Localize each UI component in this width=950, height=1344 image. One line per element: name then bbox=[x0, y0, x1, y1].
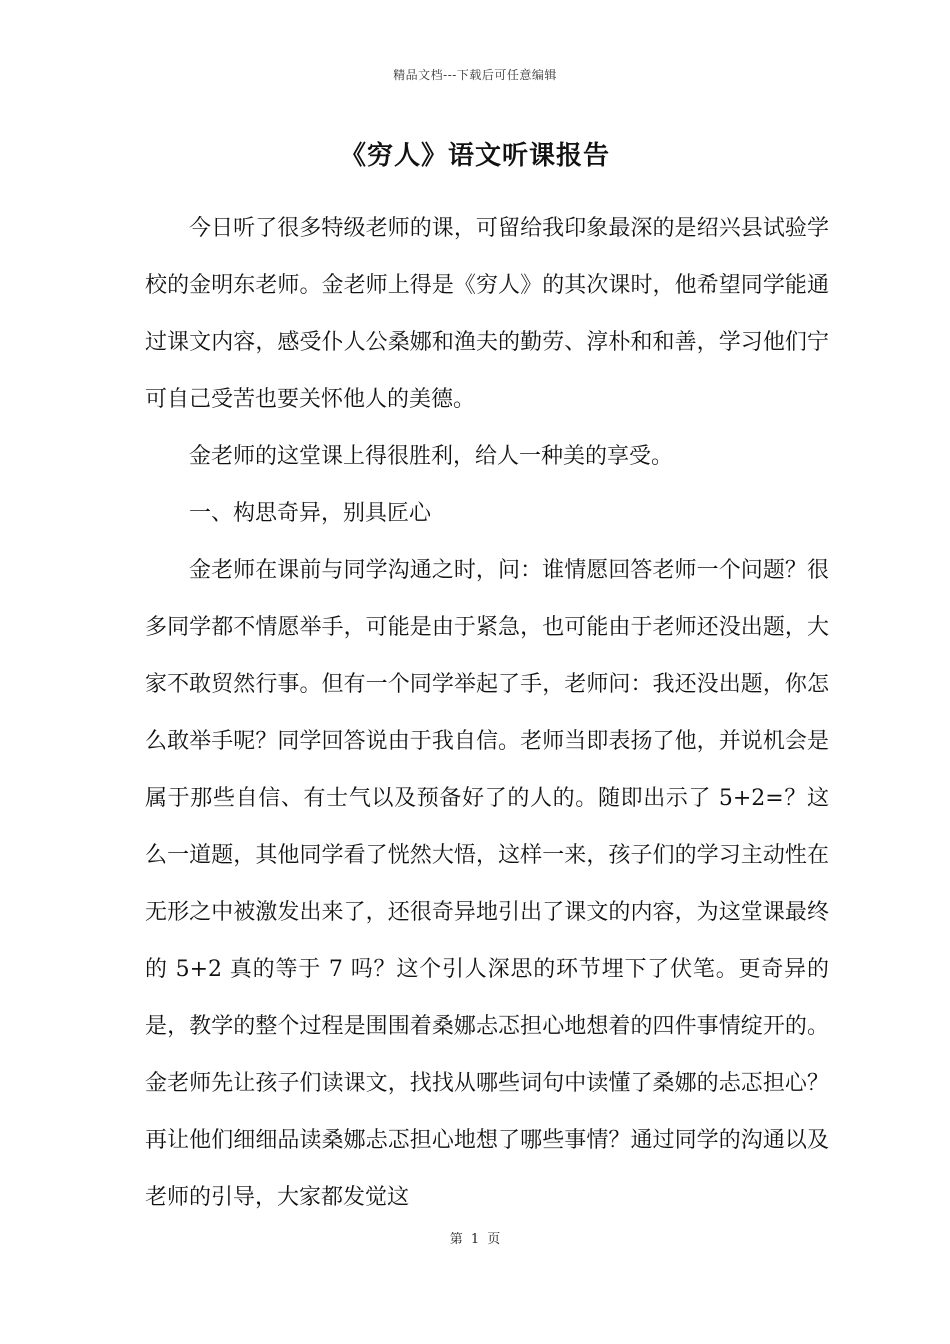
page-number: 第 1 页 bbox=[449, 1232, 501, 1247]
document-body bbox=[145, 200, 829, 1226]
paragraph-2: 金老师的这堂课上得很胜利，给人一种美的享受。 bbox=[189, 444, 674, 469]
section-heading-1: 一、构思奇异，别具匠心 bbox=[189, 501, 432, 526]
document-title: 《穷人》语文听课报告 bbox=[339, 141, 610, 171]
paragraph-1: 今日听了很多特级老师的课，可留给我印象最深的是绍兴县试验学校的金明东老师。金老师上得是《穷人》的其次课时，他希望同学能通过课文内容，感受仆人公桑娜和渔夫的勤劳、淳朴和和善，学习他们宁可自己受苦也要关怀他人的美德。 bbox=[145, 216, 829, 412]
paragraph-3: 金老师在课前与同学沟通之时，问：谁情愿回答老师一个问题？很多同学都不情愿举手，可能是由于紧急，也可能由于老师还没出题，大家不敢贸然行事。但有一个同学举起了手，老师问：我还没出题，你怎么敢举手呢？同学回答说由于我自信。老师当即表扬了他，并说机会是属于那些自信、有士气以及预备好了的人的。随即出示了 5+2=？这么一道题，其他同学看了恍然大悟，这样一来，孩子们的学习主动性在无形之中被激发出来了，还很奇异地引出了课文的内容，为这堂课最终的 5+2 真的等于 7 吗？这个引人深思的环节埋下了伏笔。更奇异的是，教学的整个过程是围围着桑娜忐忑担心地想着的四件事情绽开的。金老师先让孩子们读课文，找找从哪些词句中读懂了桑娜的忐忑担心？再让他们细细品读桑娜忐忑担心地想了哪些事情？通过同学的沟通以及老师的引导，大家都发觉这 bbox=[145, 558, 829, 1210]
page-header: 精品文档---下载后可任意编辑 bbox=[393, 68, 557, 82]
